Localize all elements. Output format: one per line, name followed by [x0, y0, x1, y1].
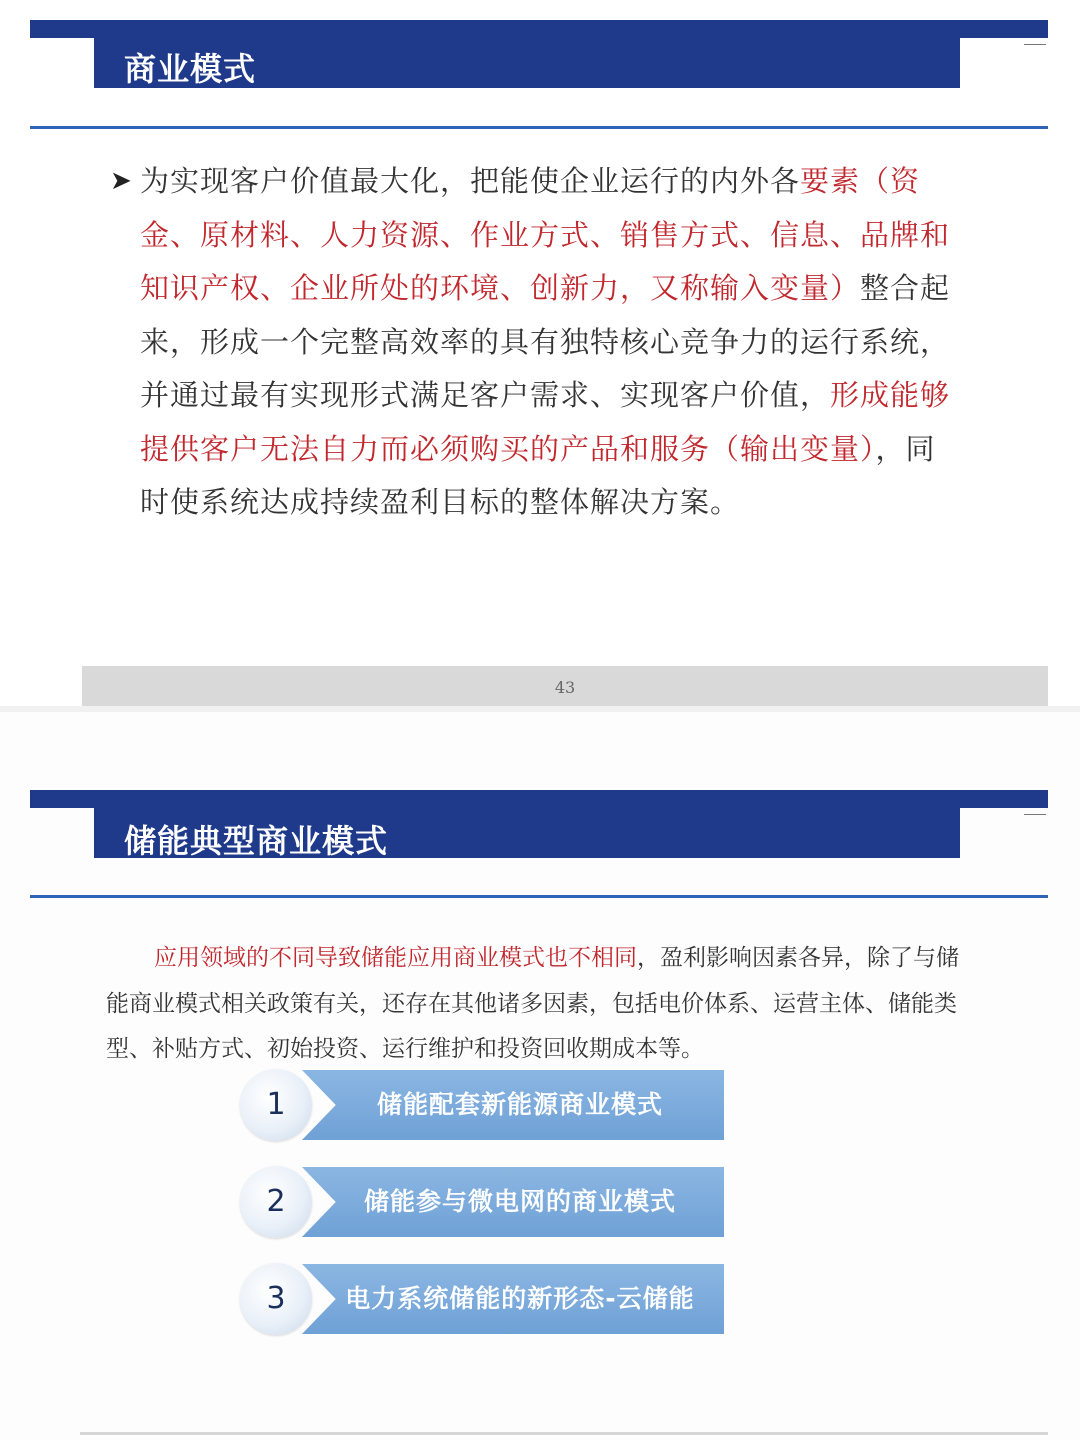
header-rule [30, 895, 1048, 898]
text-run: ，盈利影响因素各异，除了与储能商业模式相关政策有关，还存在其他诸多因素，包括电价体系、运营主体、储能类型、补贴方式、初始投资、运行维护和投资回收期成本等。 [106, 945, 959, 1062]
intro-paragraph [106, 936, 976, 1073]
page-number: 43 [554, 678, 576, 697]
slide-title: 商业模式 [124, 50, 257, 88]
model-item-3-label: 电力系统储能的新形态-云储能 [345, 1284, 695, 1313]
slide-business-model [0, 0, 1080, 712]
model-item-1-number: 1 [240, 1069, 312, 1141]
header-strip [30, 20, 1048, 38]
page-footer [82, 666, 1048, 706]
highlight-text: 应用领域的不同导致储能应用商业模式也不相同 [154, 945, 637, 971]
text-run: ，同时使系统达成持续盈利目标的整体解决方案。 [140, 431, 936, 519]
corner-mark [1024, 44, 1046, 45]
highlight-text: 要素（资金、原材料、人力资源、作业方式、销售方式、信息、品牌和知识产权、企业所处的环境、创新力，又称输入变量） [140, 164, 951, 305]
model-item-3-number: 3 [240, 1263, 312, 1335]
text-run: 整合起来，形成一个完整高效率的具有独特核心竞争力的运行系统，并通过最有实现形式满足客户需求、实现客户价值， [140, 271, 951, 412]
highlight-text: 形成能够提供客户无法自力而必须购买的产品和服务（输出变量） [140, 378, 951, 466]
header-strip [30, 790, 1048, 808]
model-item-2-label: 储能参与微电网的商业模式 [363, 1187, 676, 1216]
model-item-2-number: 2 [240, 1166, 312, 1238]
header-rule [30, 126, 1048, 129]
arrow-bullet-icon: ➤ [110, 166, 132, 196]
corner-mark [1024, 814, 1046, 815]
slide-title: 储能典型商业模式 [124, 822, 389, 860]
model-item-1-label: 储能配套新能源商业模式 [376, 1090, 663, 1119]
business-model-paragraph [140, 155, 960, 530]
bottom-divider [80, 1432, 1048, 1435]
slide-storage-business-models [0, 712, 1080, 1440]
text-run: 为实现客户价值最大化，把能使企业运行的内外各 [140, 164, 801, 198]
